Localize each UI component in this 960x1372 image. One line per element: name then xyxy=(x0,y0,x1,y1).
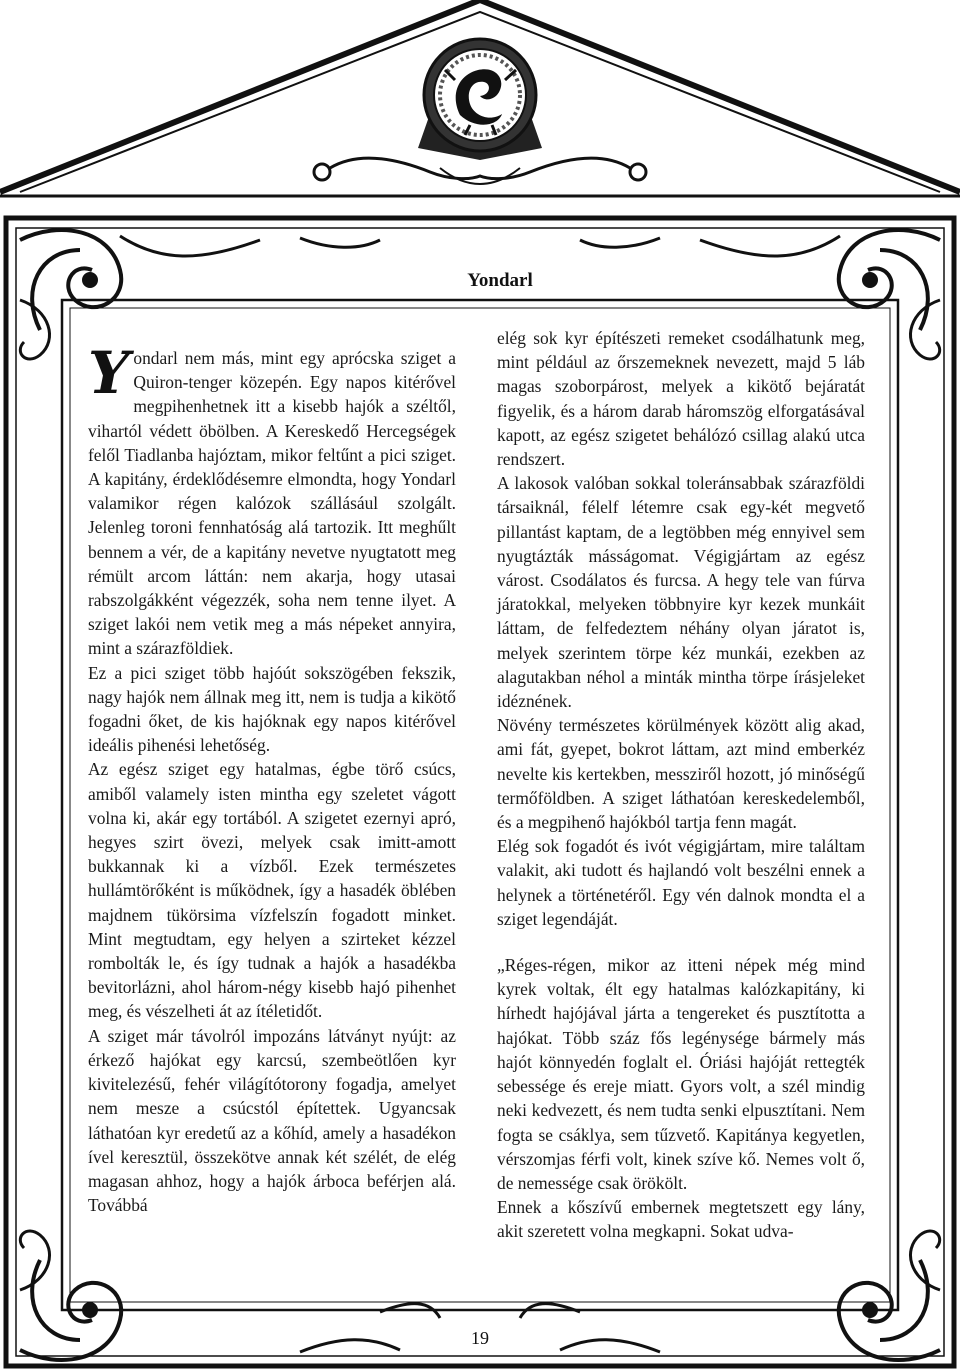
left-paragraph-3: Az egész sziget egy hatalmas, égbe törő csúcs, amiből valamely isten mintha egy szeletet vágott volna ki, akár egy tortából. A szigetet ezernyi apró, hegyes szirt övezi, melyek csak imitt-amott bukkannak ki a vízből. Ezek természetes hullámtörőként is működnek, így a hasadék öblében majdnem tükörsima vízfelszín fogadott minket. Mint megtudtam, egy helyen a szirteket kézzel rombolták le, és így tudnak a hajók a hasadékba bevitorlázni, ahol három-négy kisebb hajó pihenhet meg, és vészelheti át az ítéletidőt. xyxy=(88,759,456,1022)
right-paragraph-3: Növény természetes körülmények között alig akad, ami fát, gyepet, bokrot láttam, azt mind emberkéz nevelte kis kertekben, messziről hozott, jó minőségű termőföldben. A sziget láthatóan kereskedelemből, és a megpihenő hajókból tartja fenn magát. xyxy=(497,715,865,833)
left-paragraph-4: A sziget már távolról impozáns látványt nyújt: az érkező hajókat egy karcsú, szembeötlően kyr kivitelezésű, fehér világítótorony fogadja, amelyet nem mesze a csúcstól építettek. Ugyancsak láthatóan kyr eredetű az a kőhíd, amely a hasadékon ível keresztül, összekötve annak két szélét, de elég magasan ahhoz, hogy a hajók árboca beférjen alá. Továbbá xyxy=(88,1025,456,1216)
dragon-emblem-icon xyxy=(418,39,542,160)
corner-scroll-top-left xyxy=(20,230,121,330)
left-column xyxy=(88,322,456,1217)
page-number: 19 xyxy=(471,1328,489,1348)
corner-scroll-top-right xyxy=(839,230,940,330)
legend-paragraph-1: „Réges-régen, mikor az itteni népek még mind kyrek voltak, élt egy hatalmas kalózkapitány, ki hírhedt hajójával járta a tengereket és pusztította a hajókat. Több száz fős legénysége bármely más hajót könnyedén foglalt el. Óriási hajóját rettegték sebessége és ereje miatt. Gyors volt, a szél mindig neki kedvezett, és nem tudta senki elpusztítani. Nem fogta se csáklya, sem tűzvető. Kapitánya kegyetlen, vérszomjas férfi volt, kinek szíve kő. Nemes volt ő, de nemessége csak örökölt. xyxy=(497,955,865,1193)
right-paragraph-4: Elég sok fogadót és ivót végigjártam, mire találtam valakit, aki tudott és hajlandó volt beszélni ennek a helynek a történetéről. Egy vén dalnok mondta el a sziget legendáját. xyxy=(497,836,865,929)
right-paragraph-1: elég sok kyr építészeti remeket csodálhatunk meg, mint például az őrszemeknek nevezett, majd 5 láb magas szoborpárost, melyek a kikötő bejáratát figyelik, és a három darab háromszög elforgatásával kapott, az egész szigetet behálózó csillag alakú utca rendszert. xyxy=(497,328,865,470)
top-inner-ornament xyxy=(120,236,840,256)
pediment-scrolls xyxy=(314,158,646,184)
right-paragraph-2: A lakosok valóban sokkal toleránsabbak szárazföldi társaiknál, félelf létemre csak egy-két megvető pillantást kaptam, de a legtöbben még ennyivel sem nyugtázták másságomat. Végigjártam az egész várost. Csodálatos és furcsa. A hegy tele van fúrva járatokkal, melyeken többnyire kyr kezek munkáit láttam, de felfedeztem néhány olyan járatot is, melyek szerintem törpe kéz munkái, ezekben az alagutakban néhol a minták mintha törpe írásjeleket idéznének. xyxy=(497,473,865,712)
left-paragraph-2: Ez a pici sziget több hajóút sokszögében fekszik, nagy hajók nem állnak meg itt, nem is tudja a kikötő fogadni őket, de kis hajóknak egy napos kitérővel ideális pihenési lehetőség. xyxy=(88,662,456,756)
drop-cap: Y xyxy=(88,339,130,407)
right-column xyxy=(497,326,865,1244)
left-paragraph-1: Yondarl nem más, mint egy aprócska sziget a Quiron-tenger közepén. Egy napos kitérővel megpihenhetnek itt a kisebb hajók a széltől, vihartól védett öbölben. A Kereskedő Hercegségek felől Tiadlanba hajóztam, mikor feltűnt a pici sziget. A kapitány, érdeklődésemre elmondta, hogy Yondarl valamikor régen kalózok szállásául szolgált. Jelenleg toroni fennhatóság alá tartozik. Itt meghűlt bennem a vér, de a kapitány nevetve nyugtatott meg rémült arcom láttán: nem akarja, hogy utasai rabszolgákként végezzék, soha nem tenne ilyet. A sziget lakói nem vetik meg a más népeket annyira, mint a szárazföldiek. xyxy=(88,339,456,659)
paragraph-gap xyxy=(497,931,865,953)
legend-paragraph-2: Ennek a kőszívű embernek megtetszett egy lány, akit szeretett volna megkapni. Sokat udva- xyxy=(497,1197,865,1242)
page-title: Yondarl xyxy=(467,270,533,291)
